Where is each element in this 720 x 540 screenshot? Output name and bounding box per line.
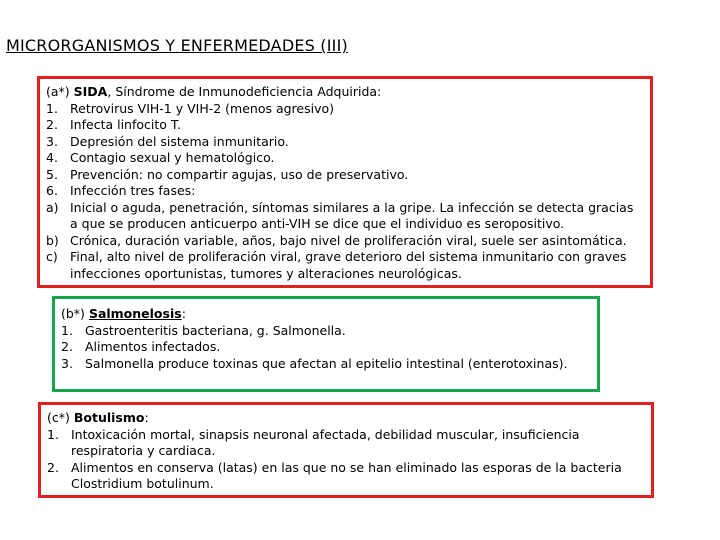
- list-item: [46, 117, 644, 134]
- botulismo-box: [38, 402, 654, 498]
- list-marker: 5.: [46, 166, 58, 182]
- list-item: [47, 460, 645, 493]
- list-marker: a): [46, 199, 59, 215]
- list-item: [46, 101, 644, 118]
- list-text: Prevención: no compartir agujas, uso de preservativo.: [70, 166, 409, 182]
- list-item: [61, 339, 591, 356]
- list-marker: 6.: [46, 183, 58, 198]
- salmonelosis-heading-text: :: [181, 306, 186, 321]
- sida-box: [37, 76, 653, 288]
- list-marker: 2.: [46, 117, 58, 132]
- list-marker: c): [46, 249, 58, 264]
- list-item: [46, 233, 644, 250]
- list-text: Alimentos infectados.: [85, 339, 221, 354]
- list-text: Infección tres fases:: [70, 183, 196, 198]
- page-title: MICRORGANISMOS Y ENFERMEDADES (III): [6, 36, 348, 55]
- botulismo-heading: [47, 410, 645, 427]
- list-marker: 3.: [46, 133, 58, 149]
- list-marker: 2.: [61, 339, 73, 354]
- list-marker: 1.: [47, 426, 59, 442]
- list-text: Inicial o aguda, penetración, síntomas similares a la gripe. La infección se detecta gracias a que se producen anticuerpo anti-VIH se dice que el individuo es seropositivo.: [70, 199, 634, 231]
- sida-label: (a*): [46, 84, 70, 99]
- list-text: Depresión del sistema inmunitario.: [70, 133, 289, 149]
- list-marker: b): [46, 232, 59, 248]
- list-text: Alimentos en conserva (latas) en las que no se han eliminado las esporas de la bacteria Clostridium botulinum.: [71, 459, 622, 491]
- salmonelosis-label: (b*): [61, 306, 85, 321]
- list-marker: 3.: [61, 355, 73, 371]
- list-text: Infecta linfocito T.: [70, 117, 182, 132]
- sida-heading-text: , Síndrome de Inmunodeficiencia Adquirida:: [107, 84, 382, 99]
- sida-heading: [46, 84, 644, 101]
- list-text: Salmonella produce toxinas que afectan al epitelio intestinal (enterotoxinas).: [85, 355, 568, 371]
- list-item: [46, 134, 644, 151]
- salmonelosis-box: [52, 296, 600, 392]
- salmonelosis-keyword: Salmonelosis: [88, 306, 182, 321]
- list-item: [46, 200, 644, 233]
- sida-keyword: SIDA: [73, 84, 108, 99]
- botulismo-keyword: Botulismo: [73, 410, 145, 425]
- list-item: [46, 167, 644, 184]
- list-marker: 1.: [46, 100, 58, 116]
- list-item: [46, 150, 644, 167]
- list-item: [61, 323, 591, 340]
- list-item: [46, 249, 644, 282]
- list-text: Contagio sexual y hematológico.: [70, 150, 275, 165]
- list-text: Gastroenteritis bacteriana, g. Salmonella.: [85, 322, 346, 338]
- list-marker: 4.: [46, 150, 58, 165]
- list-text: Intoxicación mortal, sinapsis neuronal afectada, debilidad muscular, insuficiencia respiratoria y cardiaca.: [71, 426, 580, 458]
- list-marker: 2.: [47, 459, 59, 475]
- list-text: Final, alto nivel de proliferación viral, grave deterioro del sistema inmunitario con graves infecciones oportunistas, tumores y alteraciones neurológicas.: [70, 249, 627, 281]
- list-text: Retrovirus VIH-1 y VIH-2 (menos agresivo): [70, 100, 335, 116]
- list-text: Crónica, duración variable, años, bajo nivel de proliferación viral, suele ser asintomática.: [70, 232, 627, 248]
- list-item: [61, 356, 591, 373]
- list-item: [46, 183, 644, 200]
- botulismo-label: (c*): [47, 410, 70, 425]
- botulismo-heading-text: :: [144, 410, 149, 425]
- salmonelosis-heading: [61, 306, 591, 323]
- list-item: [47, 427, 645, 460]
- list-marker: 1.: [61, 322, 73, 338]
